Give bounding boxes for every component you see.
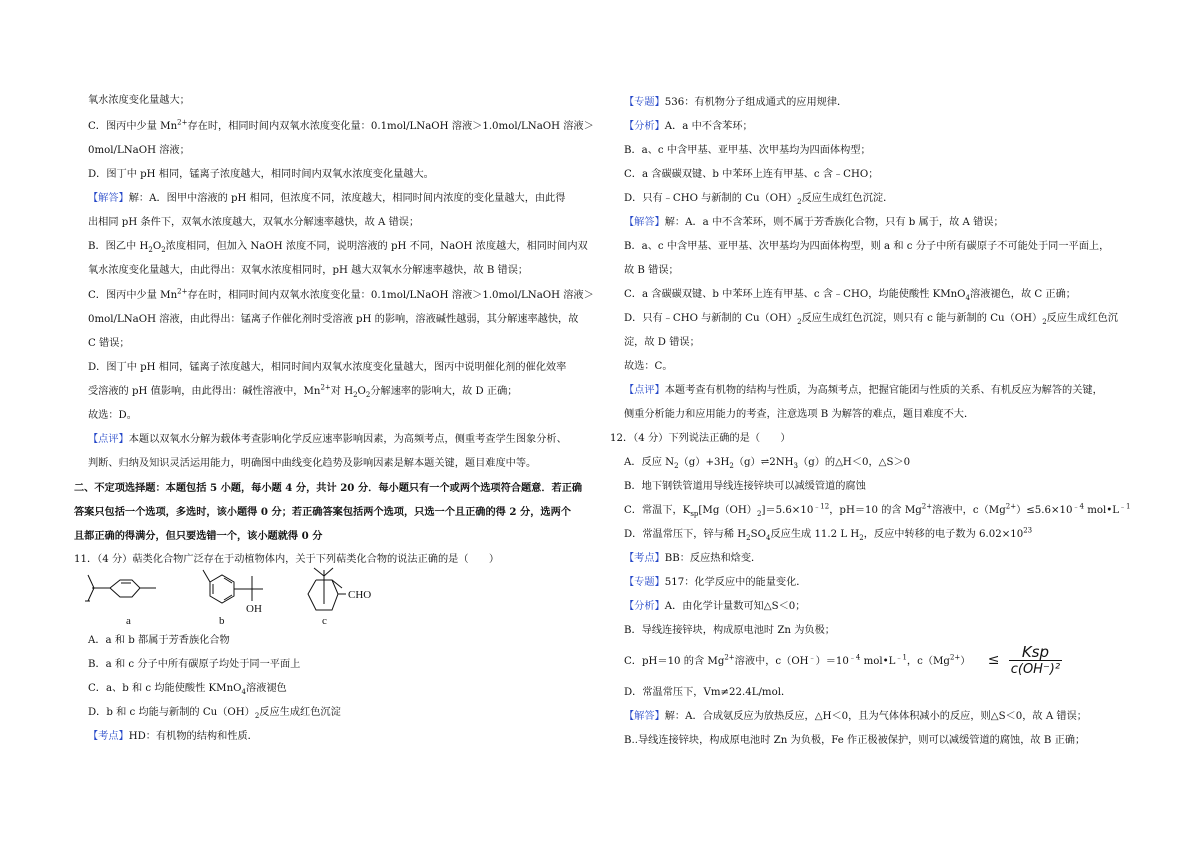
answer-tag: 【解答】 — [88, 193, 129, 204]
molecule-b — [203, 570, 263, 603]
formula-line: C．pH＝10 的含 $Mg^{2+}$溶液中，$c(OH^﹣)=10^{﹣4}$ $mol•L^{﹣1}$，$c(Mg^{2+})$ ≤ $\frac{\text{Ksp}}{\text{c(OH⁻)²}}$ — [624, 643, 1061, 677]
knowledge-tag: 【考点】 — [88, 731, 129, 742]
text-line: B．导线连接锌块，构成原电池时 Zn 为负极； — [624, 625, 835, 636]
knowledge-tag: 【考点】 — [624, 553, 665, 564]
analysis-tag: 【分析】 — [624, 601, 665, 612]
knowledge-point: 【考点】HD：有机物的结构和性质． — [88, 731, 258, 742]
option-c: C．a、b 和 c 均能使酸性 KMnO$_4$溶液褪色 — [88, 683, 287, 697]
text-line: 判断、归纳及知识灵活运用能力，明确图中曲线变化趋势及影响因素是解本题关键，题目难度中等。 — [88, 458, 537, 469]
ksp-fraction: $\frac{\text{Ksp}}{\text{c(OH⁻)²}}$ — [1010, 643, 1061, 677]
text-line: 故选：D。 — [88, 410, 137, 421]
comment-tag: 【点评】 — [88, 434, 129, 445]
topic-tag: 【专题】 — [624, 97, 665, 108]
text-line: C．a 含碳碳双键、b 中苯环上连有甲基、c 含﹣CHO，均能使酸性 KMnO$_4$溶液褪色，故 C 正确； — [624, 289, 1076, 303]
text-line: C．a 含碳碳双键、b 中苯环上连有甲基、c 含﹣CHO； — [624, 169, 879, 180]
analysis-line: 【分析】A．a 中不含苯环； — [624, 121, 753, 132]
label-b: b — [219, 615, 225, 627]
text-line: D．图丁中 pH 相同，锰离子浓度越大，相同时间内双氧水浓度变化量越大。 — [88, 169, 434, 180]
text-line: D．图丁中 pH 相同，锰离子浓度越大，相同时间内双氧水浓度变化量越大，图丙中说明催化剂的催化效率 — [88, 362, 567, 373]
text-line: C 错误； — [88, 338, 130, 349]
answer-tag: 【解答】 — [624, 217, 665, 228]
answer-line: 【解答】解：A．a 中不含苯环，则不属于芳香族化合物，只有 b 属于，故 A 错误； — [624, 217, 1004, 228]
topic-tag: 【专题】 — [624, 577, 665, 588]
question-12: 12．（4 分）下列说法正确的是（ ） — [610, 433, 791, 444]
aldehyde-label: CHO — [348, 589, 372, 601]
text-line: B．图乙中 $H_2O_2$浓度相同，但加入 NaOH 浓度不同，说明溶液的 pH 不同，NaOH 浓度越大，相同时间内双 — [88, 241, 588, 255]
answer-line: 【解答】解：A．图甲中溶液的 pH 相同，但浓度不同，浓度越大，相同时间内浓度的变化量越大，由此得 — [88, 193, 566, 204]
option-b: B．a 和 c 分子中所有碳原子均处于同一平面上 — [88, 659, 301, 670]
text-line: B．a、c 中含甲基、亚甲基、次甲基均为四面体构型； — [624, 145, 871, 156]
molecule-c — [308, 568, 346, 610]
analysis-tag: 【分析】 — [624, 121, 665, 132]
topic-line: 【专题】536：有机物分子组成通式的应用规律． — [624, 97, 848, 108]
text-line: 0mol/LNaOH 溶液，由此得出：锰离子作催化剂时受溶液 pH 的影响，溶液碱性越弱，其分解速率越快，故 — [88, 314, 579, 325]
text-line: B．a、c 中含甲基、亚甲基、次甲基均为四面体构型，则 a 和 c 分子中所有碳原子不可能处于同一平面上， — [624, 241, 1110, 252]
text-line: C．图丙中少量 $Mn^{2+}$存在时，相同时间内双氧水浓度变化量：0.1mol/LNaOH 溶液＞1.0mol/LNaOH 溶液＞ — [88, 287, 594, 301]
text-line: 0mol/LNaOH 溶液； — [88, 145, 190, 156]
label-c: c — [322, 615, 327, 627]
molecule-structures — [80, 566, 400, 628]
q12-option-a: A．反应 $N_2(g)+3H_2(g)\rightleftharpoons 2NH_3(g)$的△H＜0，△S＞0 — [624, 457, 911, 471]
option-d: D．b 和 c 均能与新制的 $Cu(OH)_2$反应生成红色沉淀 — [88, 707, 341, 721]
text-line: 氧水浓度变化量越大，由此得出：双氧水浓度相同时，pH 越大双氧水分解速率越快，故 B 错误； — [88, 265, 529, 276]
hydroxyl-label: OH — [246, 603, 262, 615]
text-line: 侧重分析能力和应用能力的考查，注意选项 B 为解答的难点，题目难度不大． — [624, 409, 975, 420]
comment-line: 【点评】本题以双氧水分解为载体考查影响化学反应速率影响因素，为高频考点，侧重考查学生图象分析、 — [88, 434, 567, 445]
text-line: D．只有﹣CHO 与新制的 $Cu(OH)_2$反应生成红色沉淀． — [624, 193, 894, 207]
label-a: a — [126, 615, 131, 627]
section-heading: 二、不定项选择题：本题包括 5 小题，每小题 4 分，共计 20 分．每小题只有一个或两个选项符合题意．若正确 — [74, 482, 583, 494]
question-11: 11．（4 分）萜类化合物广泛存在于动植物体内，关于下列萜类化合物的说法正确的是（ ） — [74, 554, 500, 565]
knowledge-point: 【考点】BB：反应热和焓变． — [624, 553, 762, 564]
text-line: B..导线连接锌块，构成原电池时 Zn 为负极，Fe 作正极被保护，则可以减缓管道的腐蚀，故 B 正确； — [624, 735, 1086, 746]
molecule-a — [85, 575, 156, 601]
text-line: D．常温常压下，Vm≠22.4L/mol． — [624, 687, 792, 698]
q12-option-b: B．地下钢铁管道用导线连接锌块可以减缓管道的腐蚀 — [624, 481, 866, 492]
text-line: 故选：C。 — [624, 361, 673, 372]
answer-line: 【解答】解：A．合成氨反应为放热反应，△H＜0，且为气体体积减小的反应，则△S＜0，故 A 错误； — [624, 711, 1087, 722]
topic-line: 【专题】517：化学反应中的能量变化． — [624, 577, 807, 588]
q12-option-c: C．常温下，$K_{sp}[Mg(OH)_2]=5.6\times 10^{﹣12}$，pH＝10 的含 $Mg^{2+}$溶液中，$c(Mg^{2+})\le 5.6\times 10^{﹣4}$ $mol•L^{﹣1}$ — [624, 502, 1131, 519]
text-line: 淀，故 D 错误； — [624, 337, 700, 348]
section-heading: 答案只包括一个选项，多选时，该小题得 0 分；若正确答案包括两个选项，只选一个且正确的得 2 分，选两个 — [74, 506, 571, 518]
analysis-line: 【分析】A．由化学计量数可知△S＜0； — [624, 601, 806, 612]
section-heading: 且都正确的得满分，但只要选错一个，该小题就得 0 分 — [74, 530, 323, 542]
comment-line: 【点评】本题考查有机物的结构与性质，为高频考点，把握官能团与性质的关系、有机反应为解答的关键， — [624, 385, 1103, 396]
text-line: 氧水浓度变化量越大； — [88, 95, 190, 106]
text-line: 故 B 错误； — [624, 265, 679, 276]
answer-tag: 【解答】 — [624, 711, 665, 722]
text-line: D．只有﹣CHO 与新制的 $Cu(OH)_2$反应生成红色沉淀，则只有 c 能与新制的 $Cu(OH)_2$反应生成红色沉 — [624, 313, 1118, 327]
comment-tag: 【点评】 — [624, 385, 665, 396]
option-a: A．a 和 b 都属于芳香族化合物 — [88, 635, 230, 646]
text-line: 受溶液的 pH 值影响，由此得出：碱性溶液中，$Mn^{2+}$对 $H_2O_2$分解速率的影响大，故 D 正确； — [88, 383, 518, 400]
q12-option-d: D．常温常压下，锌与稀 $H_2SO_4$反应生成 11.2 L $H_2$，反应中转移的电子数为 $6.02\times 10^{23}$ — [624, 526, 1033, 543]
text-line: C．图丙中少量 $Mn^{2+}$存在时，相同时间内双氧水浓度变化量：0.1mol/LNaOH 溶液＞1.0mol/LNaOH 溶液＞ — [88, 118, 594, 132]
text-line: 出相同 pH 条件下，双氧水浓度越大，双氧水分解速率越快，故 A 错误； — [88, 217, 420, 228]
